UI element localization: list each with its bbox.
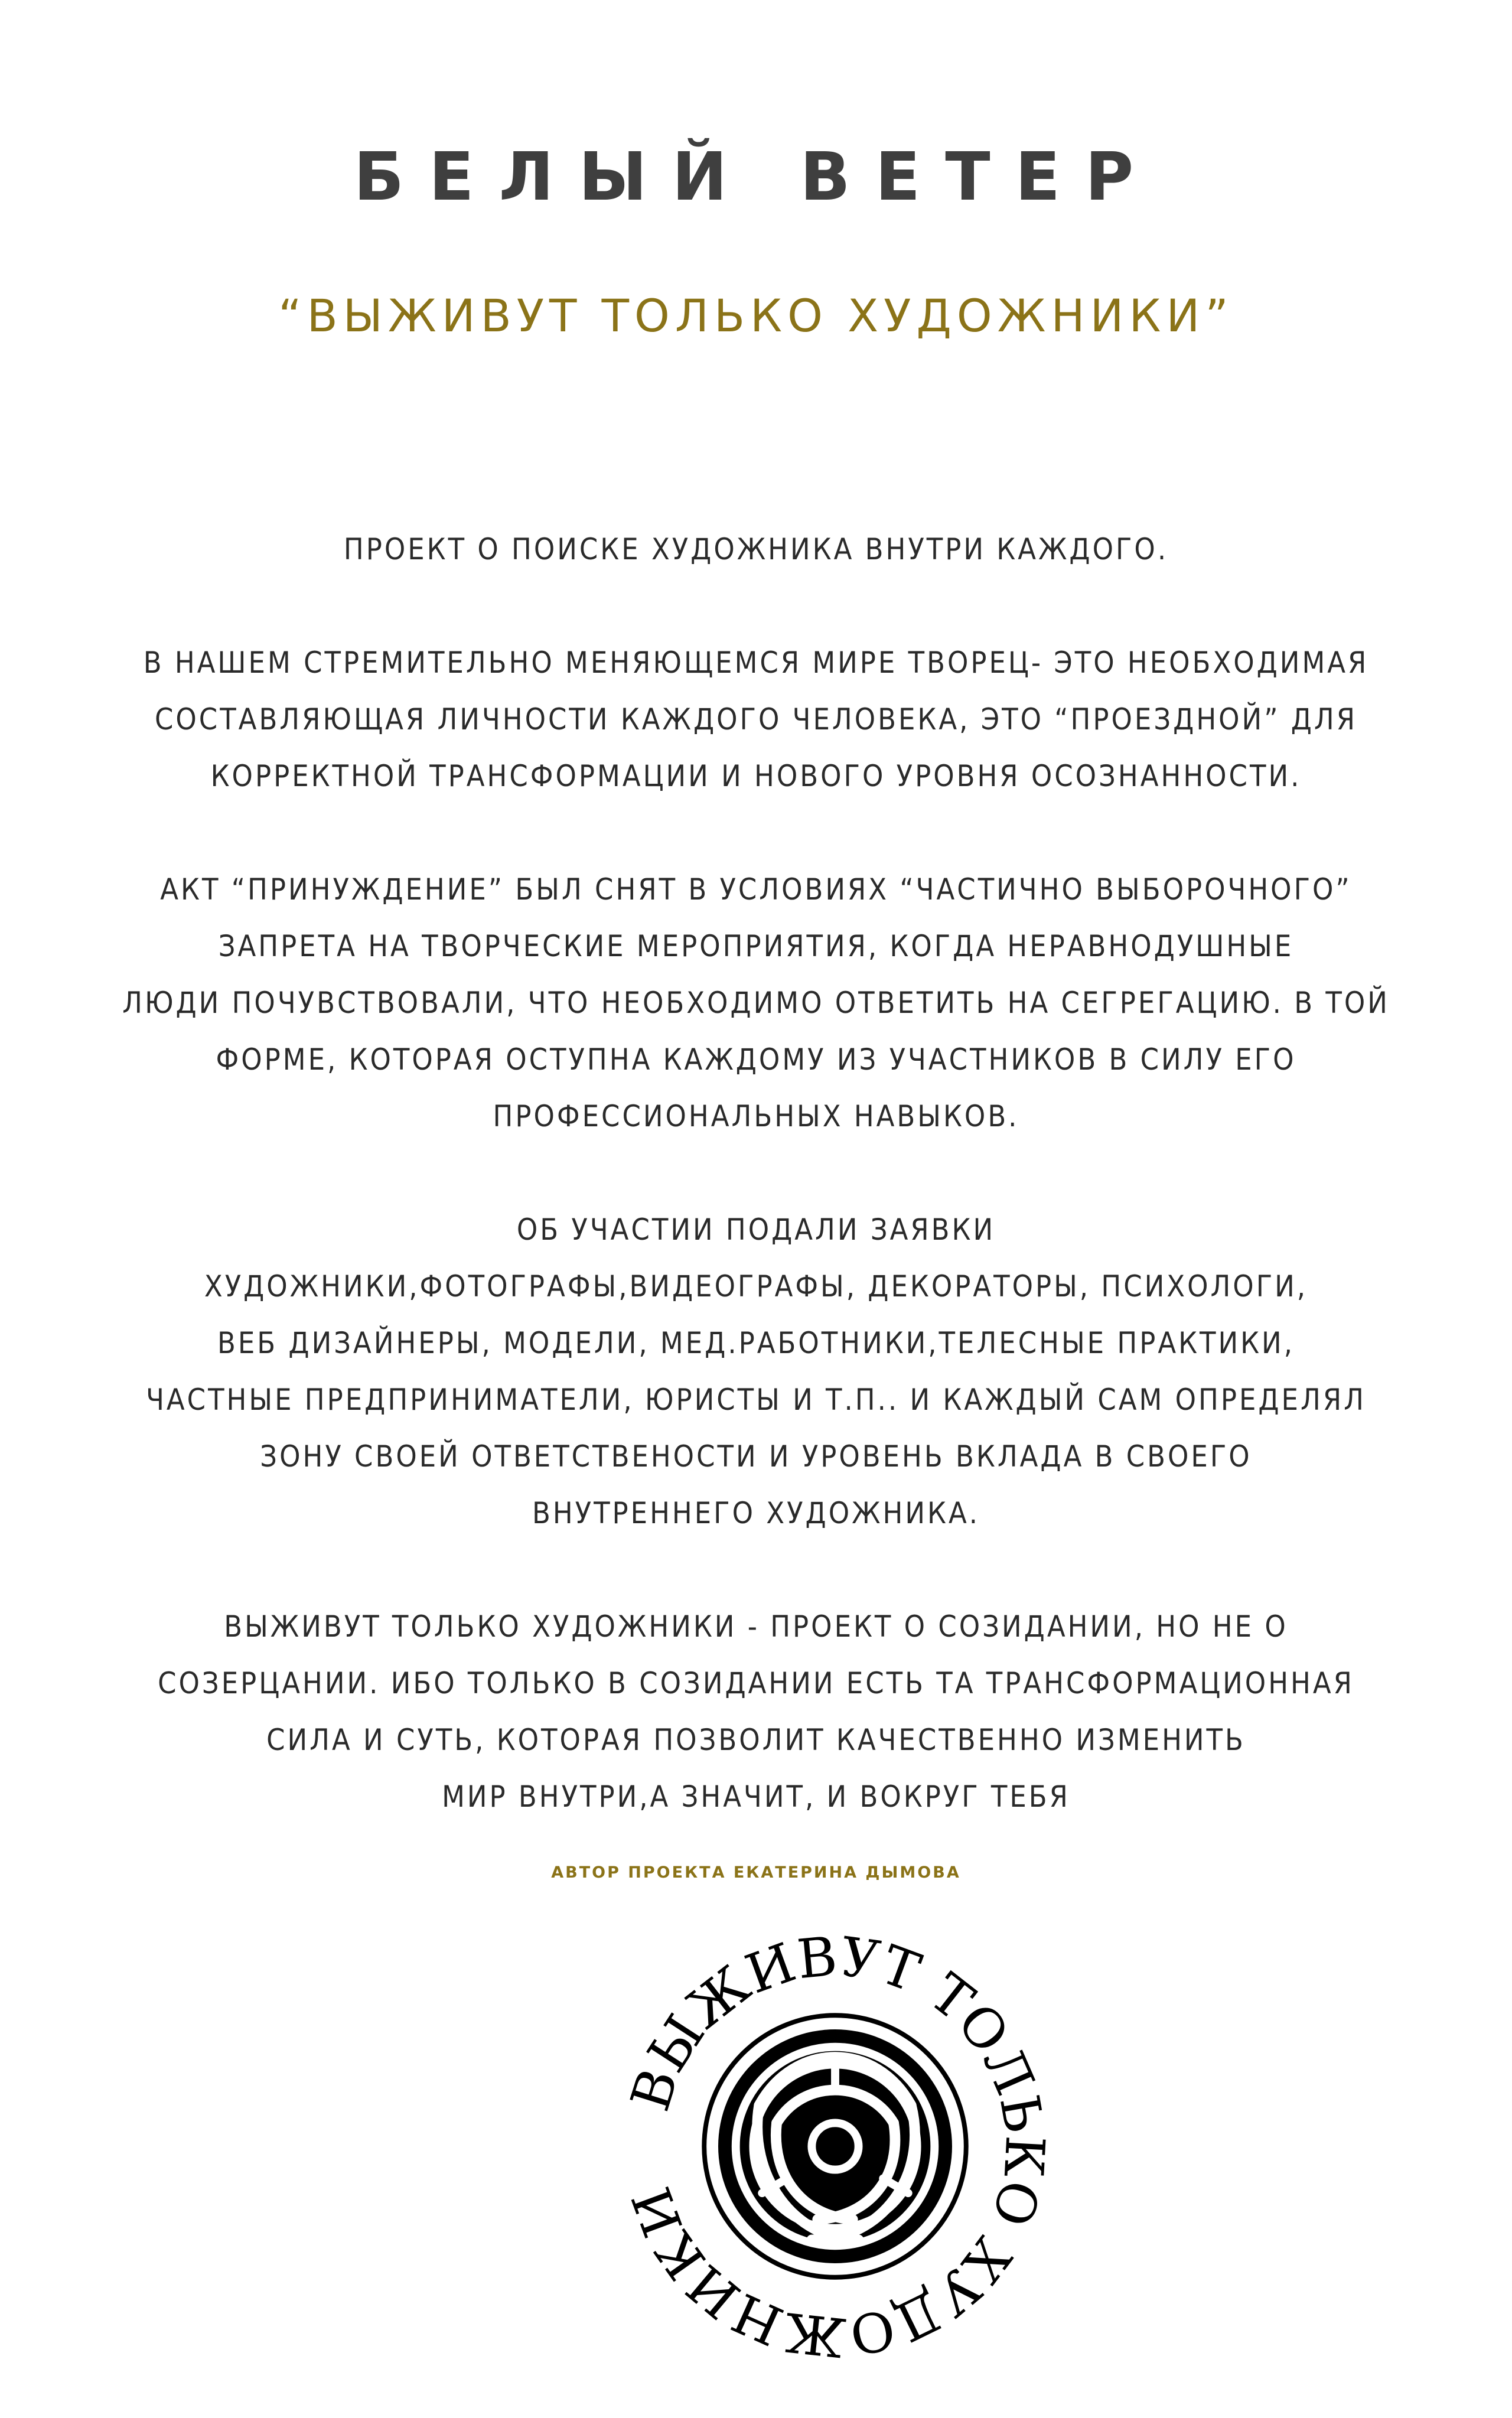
text-line: ОБ УЧАСТИИ ПОДАЛИ ЗАЯВКИ	[516, 1213, 996, 1247]
text-line: В НАШЕМ СТРЕМИТЕЛЬНО МЕНЯЮЩЕМСЯ МИРЕ ТВОРЕЦ- ЭТО НЕОБХОДИМАЯ	[143, 646, 1369, 680]
text-line: ЗОНУ СВОЕЙ ОТВЕТСТВЕНОСТИ И УРОВЕНЬ ВКЛАДА В СВОЕГО	[260, 1439, 1252, 1474]
text-line: ФОРМЕ, КОТОРАЯ ОСТУПНА КАЖДОМУ ИЗ УЧАСТНИКОВ В СИЛУ ЕГО	[216, 1042, 1296, 1077]
text-line: ЧАСТНЫЕ ПРЕДПРИНИМАТЕЛИ, ЮРИСТЫ И Т.П.. И КАЖДЫЙ САМ ОПРЕДЕЛЯЛ	[146, 1383, 1366, 1417]
text-line: СИЛА И СУТЬ, КОТОРАЯ ПОЗВОЛИТ КАЧЕСТВЕННО ИЗМЕНИТЬ	[266, 1723, 1246, 1757]
text-line: ВНУТРЕННЕГО ХУДОЖНИКА.	[532, 1496, 980, 1530]
text-line: ПРОЕКТ О ПОИСКЕ ХУДОЖНИКА ВНУТРИ КАЖДОГО.	[343, 532, 1169, 566]
body-text	[0, 521, 1512, 1825]
text-line: СОЗЕРЦАНИИ. ИБО ТОЛЬКО В СОЗИДАНИИ ЕСТЬ ТА ТРАНСФОРМАЦИОННАЯ	[158, 1666, 1354, 1700]
seal-logo	[601, 1912, 1069, 2380]
seal-text: ВЫЖИВУТ ТОЛЬКО ХУДОЖНИКИ	[619, 1925, 1057, 2369]
text-line: ХУДОЖНИКИ,ФОТОГРАФЫ,ВИДЕОГРАФЫ, ДЕКОРАТОРЫ, ПСИХОЛОГИ,	[204, 1269, 1308, 1303]
text-line: ВЕБ ДИЗАЙНЕРЫ, МОДЕЛИ, МЕД.РАБОТНИКИ,ТЕЛЕСНЫЕ ПРАКТИКИ,	[217, 1326, 1295, 1360]
text-line: СОСТАВЛЯЮЩАЯ ЛИЧНОСТИ КАЖДОГО ЧЕЛОВЕКА, ЭТО “ПРОЕЗДНОЙ” ДЛЯ	[154, 702, 1358, 737]
text-line: МИР ВНУТРИ,А ЗНАЧИТ, И ВОКРУГ ТЕБЯ	[442, 1780, 1070, 1814]
text-line: ЗАПРЕТА НА ТВОРЧЕСКИЕ МЕРОПРИЯТИЯ, КОГДА НЕРАВНОДУШНЫЕ	[218, 929, 1294, 963]
text-line: КОРРЕКТНОЙ ТРАНСФОРМАЦИИ И НОВОГО УРОВНЯ ОСОЗНАННОСТИ.	[210, 759, 1302, 793]
text-line: ПРОФЕССИОНАЛЬНЫХ НАВЫКОВ.	[493, 1099, 1019, 1133]
text-line: ВЫЖИВУТ ТОЛЬКО ХУДОЖНИКИ - ПРОЕКТ О СОЗИДАНИИ, НО НЕ О	[224, 1609, 1288, 1644]
page-subtitle: “ВЫЖИВУТ ТОЛЬКО ХУДОЖНИКИ”	[278, 289, 1234, 342]
text-line: ЛЮДИ ПОЧУВСТВОВАЛИ, ЧТО НЕОБХОДИМО ОТВЕТИТЬ НА СЕГРЕГАЦИЮ. В ТОЙ	[122, 986, 1390, 1020]
page-title: БЕЛЫЙ ВЕТЕР	[353, 139, 1159, 216]
text-line: АКТ “ПРИНУЖДЕНИЕ” БЫЛ СНЯТ В УСЛОВИЯХ “ЧАСТИЧНО ВЫБОРОЧНОГО”	[160, 872, 1352, 907]
author-credit: АВТОР ПРОЕКТА ЕКАТЕРИНА ДЫМОВА	[551, 1863, 961, 1882]
